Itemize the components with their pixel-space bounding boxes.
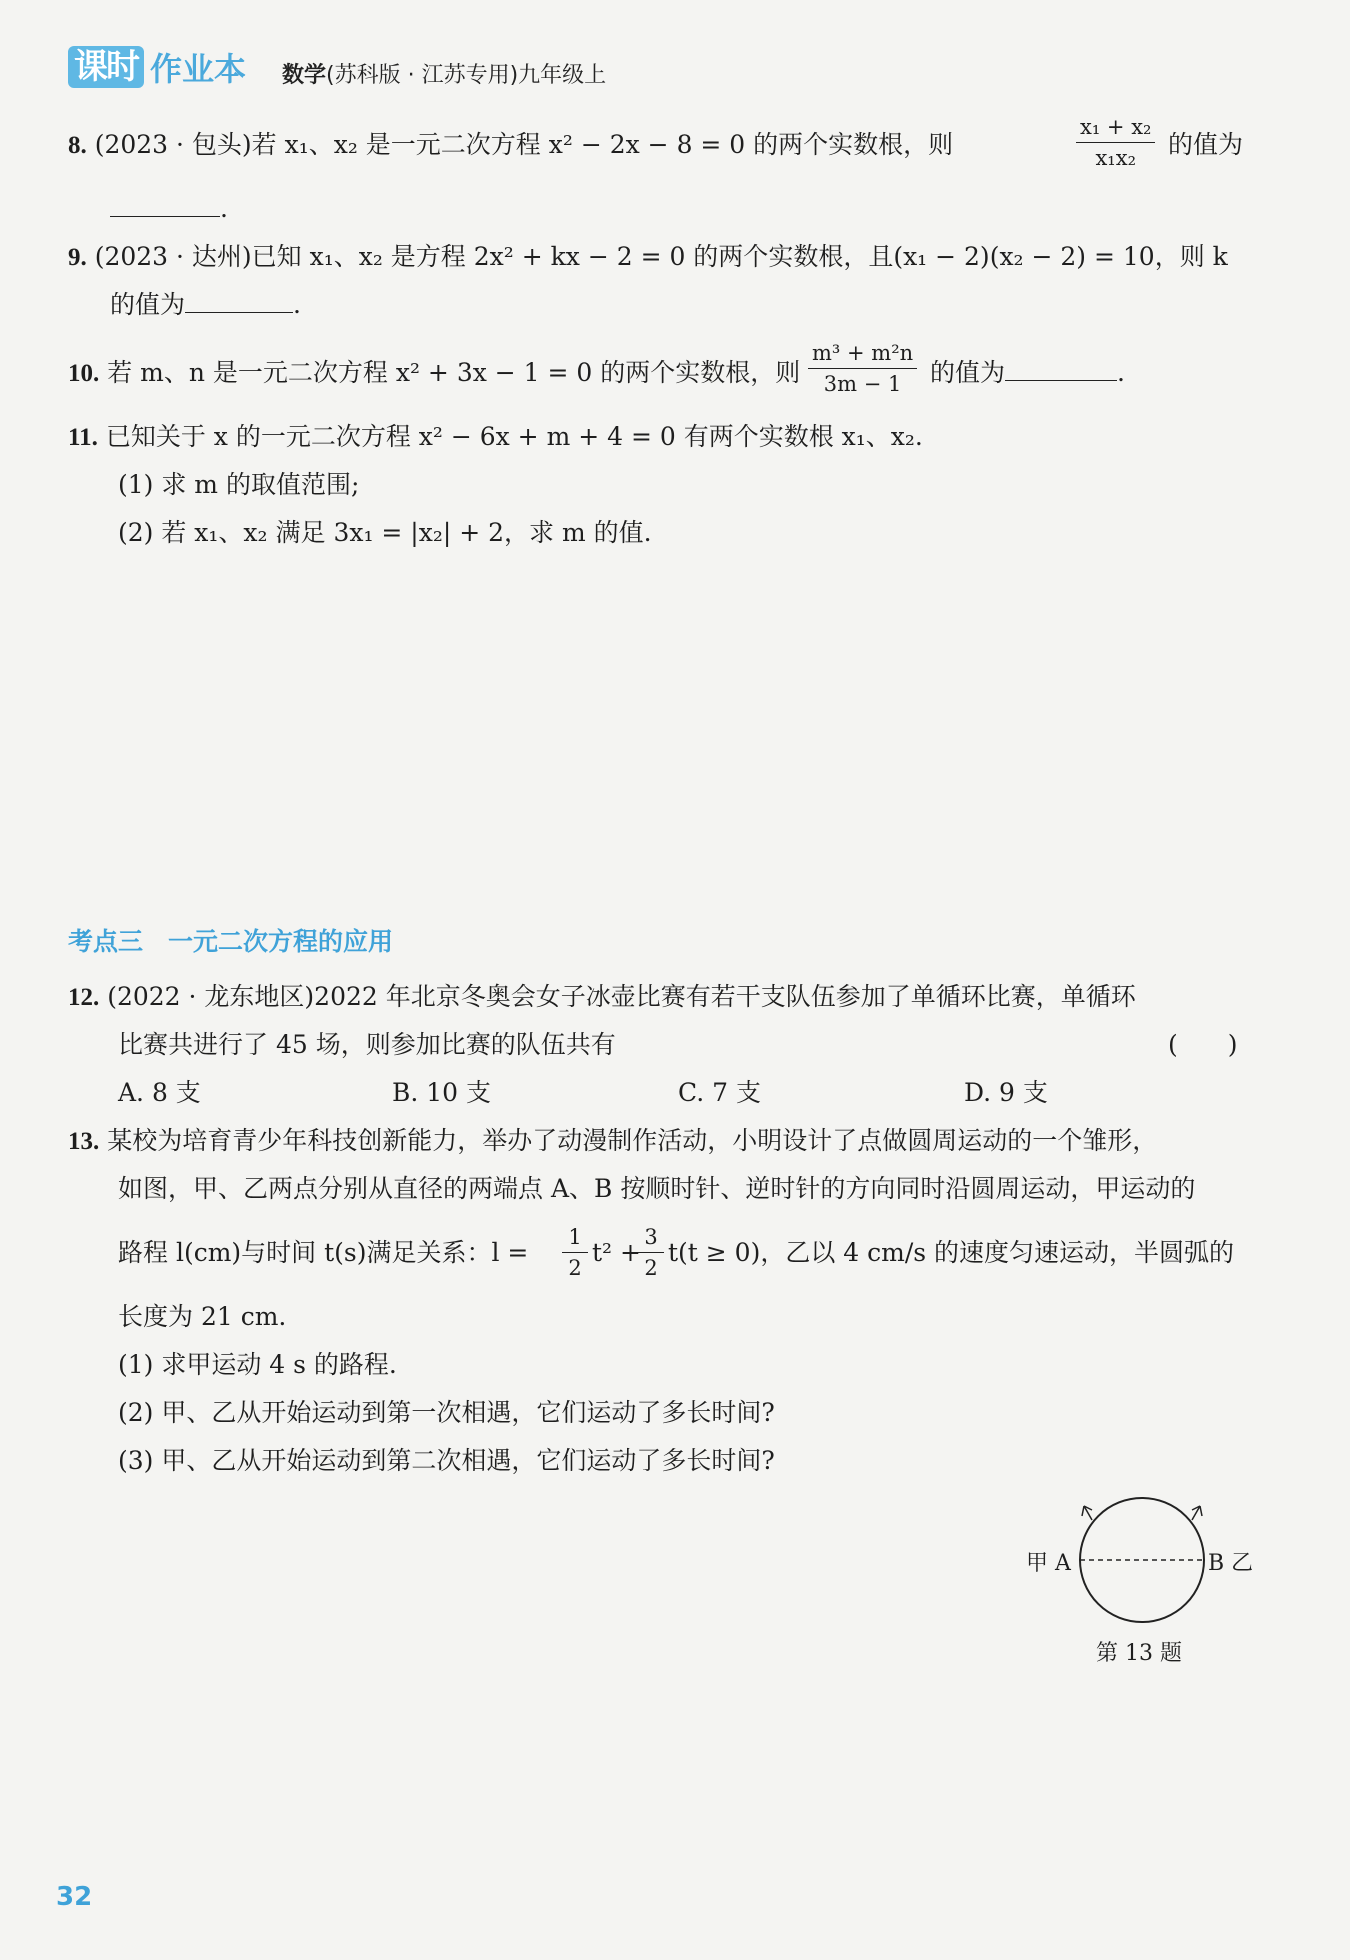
option-a: A. 8 支 xyxy=(118,1078,201,1107)
fraction-denominator: x₁x₂ xyxy=(1095,146,1136,170)
page-number: 32 xyxy=(56,1882,93,1912)
question-11-part-1: (1) 求 m 的取值范围; xyxy=(118,470,360,499)
fraction-numerator: 1 xyxy=(562,1222,588,1253)
option-c: C. 7 支 xyxy=(678,1078,761,1107)
question-text: 已知关于 x 的一元二次方程 x² − 6x + m + 4 = 0 有两个实数根 x₁、x₂. xyxy=(105,422,923,451)
question-number: 12. xyxy=(68,984,100,1011)
question-text: 的值为 xyxy=(110,290,186,319)
question-13-line3a: 路程 l(cm)与时间 t(s)满足关系：l = xyxy=(118,1238,529,1267)
question-number: 10. xyxy=(68,360,100,387)
header-edition: (苏科版 · 江苏专用)九年级上 xyxy=(326,63,607,88)
period: . xyxy=(293,290,301,319)
question-12-line2: 比赛共进行了 45 场，则参加比赛的队伍共有 xyxy=(118,1030,616,1059)
question-text: 某校为培育青少年科技创新能力，举办了动漫制作活动，小明设计了点做圆周运动的一个雏形， xyxy=(107,1126,1158,1155)
answer-blank xyxy=(110,192,220,217)
question-13-line4: 长度为 21 cm. xyxy=(118,1302,287,1331)
question-number: 13. xyxy=(68,1128,100,1155)
logo-text: 作业本 xyxy=(150,50,247,88)
fraction xyxy=(562,1222,588,1283)
question-8 xyxy=(68,128,953,163)
question-10 xyxy=(68,356,800,391)
question-number: 11. xyxy=(68,424,98,451)
logo-mark: 课时 xyxy=(68,46,144,88)
answer-blank xyxy=(185,288,293,313)
question-text: (2023 · 包头)若 x₁、x₂ 是一元二次方程 x² − 2x − 8 = 0 的两个实数根，则 xyxy=(94,130,954,159)
question-text-end: 的值为 xyxy=(1168,130,1244,159)
question-13-line3c: t(t ≥ 0)，乙以 4 cm/s 的速度匀速运动，半圆弧的 xyxy=(668,1238,1235,1267)
question-10-end xyxy=(930,356,1125,390)
question-13-line3b: t² + xyxy=(592,1238,641,1267)
fraction-numerator: x₁ + x₂ xyxy=(1076,112,1155,143)
period: . xyxy=(220,194,228,223)
question-text-end: 的值为 xyxy=(930,358,1006,387)
period: . xyxy=(1117,358,1125,387)
question-9-line2 xyxy=(110,288,301,322)
question-13-part-1: (1) 求甲运动 4 s 的路程. xyxy=(118,1350,397,1379)
question-text: (2023 · 达州)已知 x₁、x₂ 是方程 2x² + kx − 2 = 0 的两个实数根，且(x₁ − 2)(x₂ − 2) = 10，则 k xyxy=(94,242,1228,271)
question-13-part-3: (3) 甲、乙从开始运动到第二次相遇，它们运动了多长时间? xyxy=(118,1446,775,1475)
question-12 xyxy=(68,980,1136,1015)
answer-parentheses: ( ) xyxy=(1168,1030,1238,1059)
answer-line xyxy=(110,192,228,226)
answer-blank xyxy=(1005,356,1117,381)
figure-label-left: 甲 A xyxy=(1026,1551,1071,1576)
header-logo xyxy=(68,46,246,88)
header-subtitle xyxy=(282,58,606,89)
fraction-denominator: 2 xyxy=(644,1256,658,1280)
fraction xyxy=(638,1222,664,1283)
question-13-part-2: (2) 甲、乙从开始运动到第一次相遇，它们运动了多长时间? xyxy=(118,1398,775,1427)
question-11-part-2: (2) 若 x₁、x₂ 满足 3x₁ = |x₂| + 2，求 m 的值. xyxy=(118,518,652,547)
fraction-numerator: m³ + m²n xyxy=(808,338,917,369)
question-9 xyxy=(68,240,1228,275)
fraction-numerator: 3 xyxy=(638,1222,664,1253)
question-text: 若 m、n 是一元二次方程 x² + 3x − 1 = 0 的两个实数根，则 xyxy=(107,358,801,387)
fraction-denominator: 2 xyxy=(568,1256,582,1280)
question-11 xyxy=(68,420,923,455)
fraction xyxy=(1076,112,1155,173)
fraction-denominator: 3m − 1 xyxy=(823,372,902,396)
question-number: 8. xyxy=(68,132,87,159)
question-text: (2022 · 龙东地区)2022 年北京冬奥会女子冰壶比赛有若干支队伍参加了单循环比赛，单循环 xyxy=(107,982,1136,1011)
header-subject: 数学 xyxy=(282,63,327,88)
option-b: B. 10 支 xyxy=(392,1078,492,1107)
option-d: D. 9 支 xyxy=(964,1078,1048,1107)
section-title: 考点三 一元二次方程的应用 xyxy=(68,927,394,956)
question-13-line2: 如图，甲、乙两点分别从直径的两端点 A、B 按顺时针、逆时针的方向同时沿圆周运动，甲运动的 xyxy=(118,1174,1196,1203)
question-number: 9. xyxy=(68,244,87,271)
question-13 xyxy=(68,1124,1157,1159)
figure-caption: 第 13 题 xyxy=(1096,1641,1182,1666)
fraction xyxy=(808,338,917,399)
figure-label-right: B 乙 xyxy=(1208,1551,1254,1576)
